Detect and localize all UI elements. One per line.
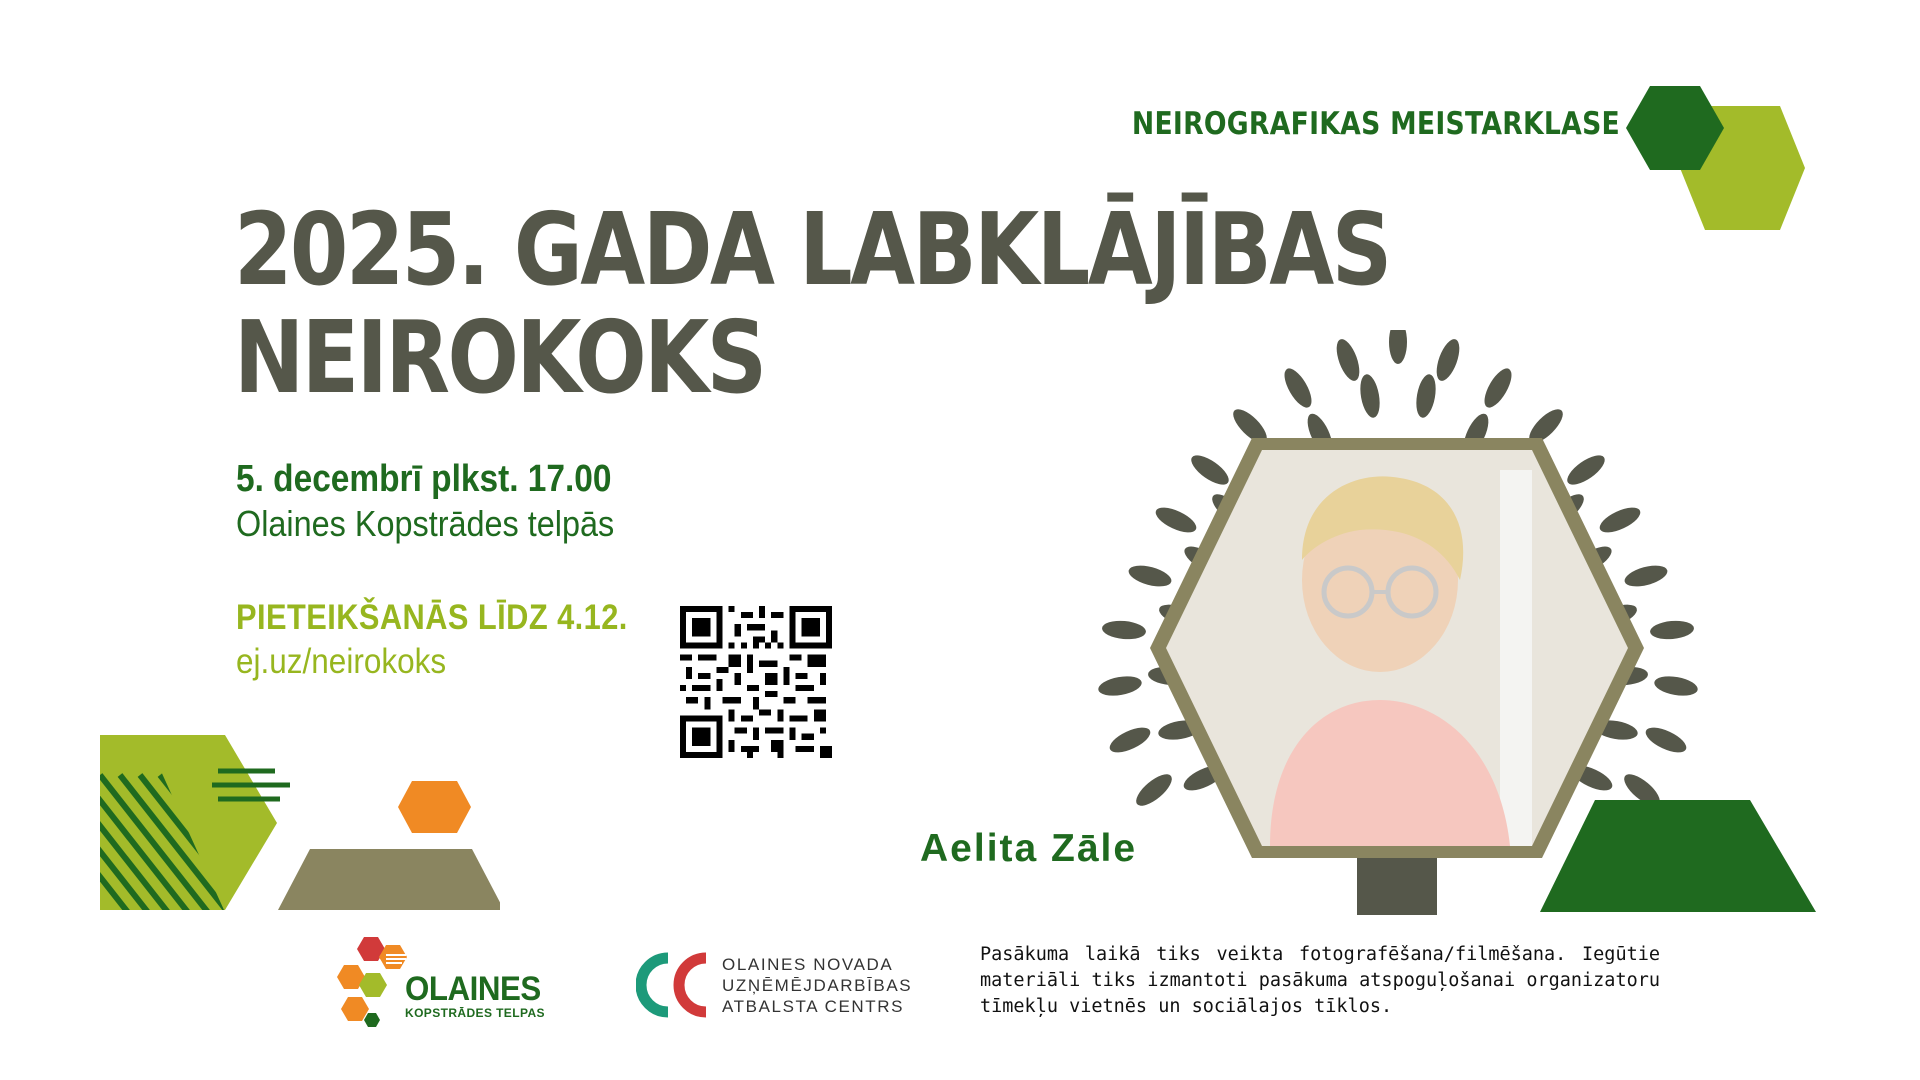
page-title-line-2: NEIROKOKS: [234, 299, 765, 416]
olaines-logo-title: OLAINES: [405, 970, 541, 1008]
event-date: 5. decembrī plkst. 17.00: [236, 458, 612, 500]
page-title-line-1: 2025. GADA LABKLĀJĪBAS: [234, 191, 1390, 308]
top-right-hexagons: [1620, 80, 1820, 230]
orange-hexagon-icon: [398, 781, 471, 833]
khaki-trapezoid: [278, 849, 500, 910]
registration-link[interactable]: ej.uz/neirokoks: [236, 642, 447, 681]
business-center-logo-icon: [636, 952, 720, 1018]
event-subtitle: NEIROGRAFIKAS MEISTARKLASE: [1131, 106, 1620, 142]
business-center-line-2: UZŅĒMĒJDARBĪBAS: [722, 976, 913, 995]
event-place: Olaines Kopstrādes telpās: [236, 503, 615, 544]
business-center-line-1: OLAINES NOVADA: [722, 955, 894, 974]
business-center-line-3: ATBALSTA CENTRS: [722, 997, 905, 1016]
olaines-logo-hexagons-icon: [336, 935, 416, 1031]
bottom-left-shapes: [100, 735, 500, 915]
qr-code-icon[interactable]: [680, 606, 832, 758]
bottom-right-trapezoid: [1540, 800, 1820, 915]
speaker-name: Aelita Zāle: [920, 827, 1138, 870]
photo-disclaimer: Pasākuma laikā tiks veikta fotografēšana/filmēšana. Iegūtie materiāli tiks izmantoti pasākuma atspoguļošanai organizatoru tīmekļu vietnēs un sociālajos tīklos.: [980, 944, 1660, 1017]
olaines-logo-subtitle: KOPSTRĀDES TELPAS: [405, 1006, 545, 1020]
registration-label: PIETEIKŠANĀS LĪDZ 4.12.: [236, 598, 628, 637]
